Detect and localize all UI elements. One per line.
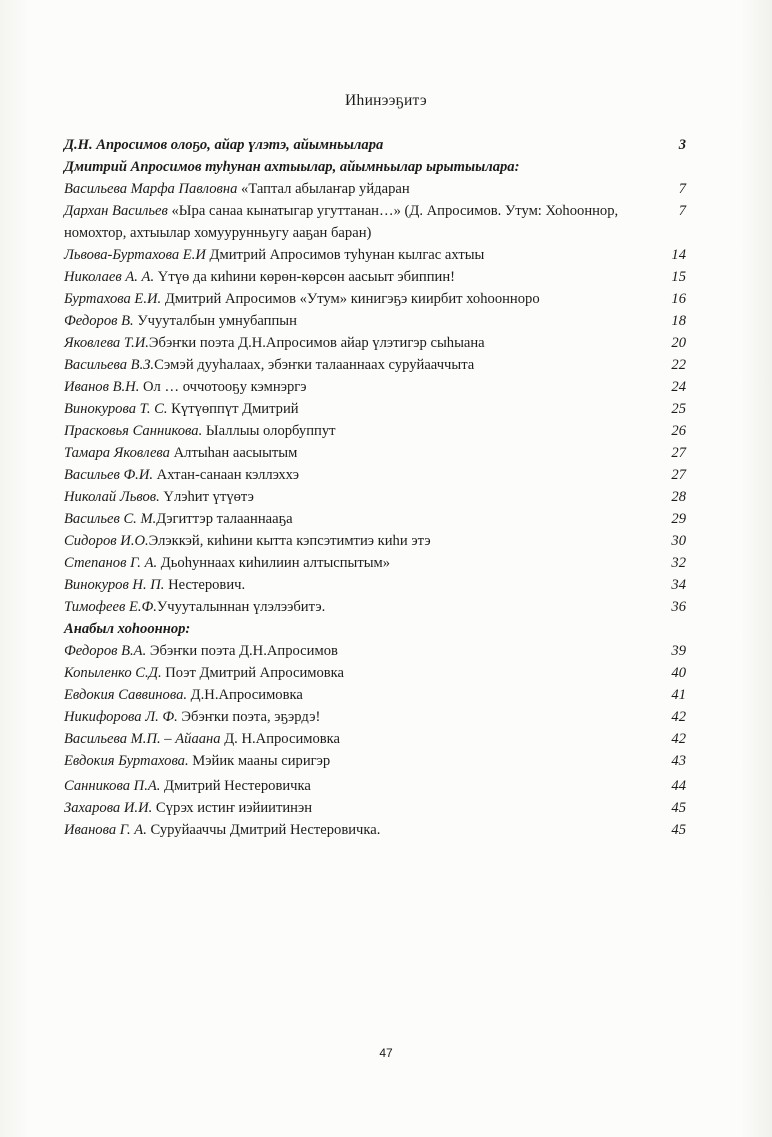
- entry-author: Сидоров И.О.: [64, 533, 149, 549]
- entry-author: Николаев А. А.: [64, 269, 155, 285]
- entry-author: Винокуров Н. П.: [64, 577, 165, 593]
- entry-page: 44: [671, 778, 686, 794]
- toc-entry: [64, 596, 688, 618]
- entry-title: Эбэҥки поэта Д.Н.Апросимов айар үлэтигэр сыһыана: [148, 335, 485, 351]
- entry-page: 34: [671, 577, 686, 593]
- toc-entry: [64, 266, 688, 288]
- entry-title: Алтыһан аасыытым: [169, 445, 298, 461]
- entry-title: Ыаллыы олорбуппут: [202, 423, 336, 439]
- entry-author: Федоров В.: [64, 313, 134, 329]
- entry-page: 30: [671, 533, 686, 549]
- entry-author: Никифорова Л. Ф.: [64, 709, 178, 725]
- toc-entry: [64, 684, 688, 706]
- entry-title: «Таптал абылаҥар уйдаран: [237, 181, 410, 197]
- entry-title: Эбэҥки поэта, эҕэрдэ!: [177, 709, 321, 725]
- entry-author: Васильева М.П. – Айаана: [64, 731, 221, 747]
- toc-entry: [64, 706, 688, 728]
- toc-entry: [64, 797, 688, 819]
- entry-title: Үтүө да киһини көрөн-көрсөн аасыыт эбиппин!: [154, 269, 455, 285]
- entry-title: «Ырa санаа кынатыгар угуттанан…» (Д. Апросимов. Утум: Хоһооннор, номохтор, ахтыылар хомуурунньугу ааҕан баран): [64, 203, 619, 241]
- toc-entry: [64, 200, 688, 244]
- entry-author: Львова-Буртахова Е.И: [64, 247, 206, 263]
- entry-title: Нестерович.: [164, 577, 246, 593]
- toc-entry: [64, 486, 688, 508]
- toc-entry: [64, 354, 688, 376]
- entry-page: 15: [671, 269, 686, 285]
- entry-author: Винокурова Т. С.: [64, 401, 168, 417]
- table-of-contents: [64, 134, 688, 841]
- entry-page: 22: [671, 357, 686, 373]
- entry-title: Д.Н.Апросимовка: [187, 687, 303, 703]
- toc-entry: [64, 750, 688, 772]
- entry-title: Эбэҥки поэта Д.Н.Апросимов: [146, 643, 338, 659]
- entry-author: Иванов В.Н.: [64, 379, 140, 395]
- entry-title: Мэйик мааны сиригэр: [188, 753, 331, 769]
- entry-page: 41: [671, 687, 686, 703]
- entry-title: Күтүөппүт Дмитрий: [167, 401, 299, 417]
- section-heading-dedications: Анабыл хоһооннор:: [64, 621, 191, 637]
- entry-author: Степанов Г. А.: [64, 555, 158, 571]
- toc-entry: [64, 819, 688, 841]
- entry-page: 20: [671, 335, 686, 351]
- entry-title: Дмитрий Апросимов туһунан кылгас ахтыы: [205, 247, 485, 263]
- entry-page: 26: [671, 423, 686, 439]
- entry-title: Дьоһуннаах киһилиин алтыспытым»: [157, 555, 391, 571]
- entry-author: Васильев Ф.И.: [64, 467, 154, 483]
- toc-entry: [64, 398, 688, 420]
- entry-title: Үлэһит үтүөтэ: [159, 489, 254, 505]
- entry-page: 39: [671, 643, 686, 659]
- entry-title: Учууталыннан үлэлээбитэ.: [156, 599, 326, 615]
- page-number: 47: [379, 1046, 393, 1060]
- entry-page: 16: [671, 291, 686, 307]
- entry-page: 28: [671, 489, 686, 505]
- toc-entry: [64, 662, 688, 684]
- entry-author: Васильев С. М.: [64, 511, 157, 527]
- entry-title: Сэмэй дууһалаах, эбэҥки талааннаах суруйааччыта: [154, 357, 475, 373]
- toc-entry: [64, 552, 688, 574]
- entry-page: 43: [671, 753, 686, 769]
- entry-title: Дэгиттэр талааннааҕа: [156, 511, 293, 527]
- entry-title: Суруйааччы Дмитрий Нестеровичка.: [146, 822, 381, 838]
- entry-page: 42: [671, 731, 686, 747]
- entry-page: 45: [671, 822, 686, 838]
- entry-title: Элэккэй, киһини кытта кэпсэтимтиэ киһи этэ: [148, 533, 431, 549]
- toc-entry: [64, 574, 688, 596]
- entry-page: 18: [671, 313, 686, 329]
- toc-entry: [64, 376, 688, 398]
- toc-intro-entry: [64, 134, 688, 156]
- entry-author: Буртахова Е.И.: [64, 291, 162, 307]
- entry-page: 25: [671, 401, 686, 417]
- intro-text: Д.Н. Апросимов олоҕо, айар үлэтэ, айымньылара: [64, 137, 384, 153]
- entry-page: 40: [671, 665, 686, 681]
- entry-author: Яковлева Т.И.: [64, 335, 149, 351]
- entry-title: Дмитрий Апросимов «Утум» кинигэҕэ киирбит хоһооннорo: [161, 291, 540, 307]
- entry-page: 27: [671, 445, 686, 461]
- entry-author: Тамара Яковлева: [64, 445, 170, 461]
- toc-entry: [64, 244, 688, 266]
- entry-title: Учууталбын умнубаппын: [133, 313, 297, 329]
- toc-entry: [64, 310, 688, 332]
- dedications-list: [64, 640, 688, 841]
- entry-title: Ахтан-санаан кэллэххэ: [153, 467, 300, 483]
- toc-entry: [64, 288, 688, 310]
- entry-author: Прасковья Санникова.: [64, 423, 203, 439]
- entry-page: 36: [671, 599, 686, 615]
- entry-author: Дархан Васильев: [64, 203, 168, 219]
- entry-page: 27: [671, 467, 686, 483]
- page-title: Иһинээҕитэ: [345, 92, 427, 109]
- entry-page: 45: [671, 800, 686, 816]
- entry-title: Дмитрий Нестеровичка: [160, 778, 311, 794]
- entry-page: 32: [671, 555, 686, 571]
- entry-author: Федоров В.А.: [64, 643, 147, 659]
- entry-title: Поэт Дмитрий Апросимовка: [161, 665, 345, 681]
- toc-entry: [64, 530, 688, 552]
- entry-author: Копыленко С.Д.: [64, 665, 162, 681]
- reviews-list: [64, 178, 688, 618]
- toc-entry: [64, 775, 688, 797]
- entry-author: Иванова Г. А.: [64, 822, 147, 838]
- toc-entry: [64, 332, 688, 354]
- entry-author: Васильева Марфа Павловна: [64, 181, 238, 197]
- toc-entry: [64, 728, 688, 750]
- entry-title: Д. Н.Апросимовка: [220, 731, 341, 747]
- toc-entry: [64, 178, 688, 200]
- entry-author: Николай Львов.: [64, 489, 160, 505]
- entry-title: Ол … оччотооҕу кэмнэргэ: [139, 379, 307, 395]
- entry-author: Тимофеев Е.Ф.: [64, 599, 157, 615]
- entry-page: 7: [678, 181, 686, 197]
- entry-page: 24: [671, 379, 686, 395]
- entry-title: Сүрэх истиҥ иэйиитинэн: [152, 800, 313, 816]
- section-heading-reviews: Дмитрий Апросимов туһунан ахтыылар, айымньылар ырытыылара:: [64, 159, 520, 175]
- entry-page: 42: [671, 709, 686, 725]
- toc-entry: [64, 640, 688, 662]
- entry-author: Евдокия Буртахова.: [64, 753, 189, 769]
- entry-page: 7: [678, 203, 686, 219]
- entry-author: Васильева В.З.: [64, 357, 155, 373]
- toc-entry: [64, 420, 688, 442]
- entry-author: Евдокия Саввинова.: [64, 687, 188, 703]
- toc-entry: [64, 464, 688, 486]
- toc-entry: [64, 442, 688, 464]
- intro-page: 3: [678, 137, 686, 153]
- entry-page: 14: [671, 247, 686, 263]
- toc-entry: [64, 508, 688, 530]
- entry-author: Захарова И.И.: [64, 800, 153, 816]
- entry-page: 29: [671, 511, 686, 527]
- entry-author: Санникова П.А.: [64, 778, 161, 794]
